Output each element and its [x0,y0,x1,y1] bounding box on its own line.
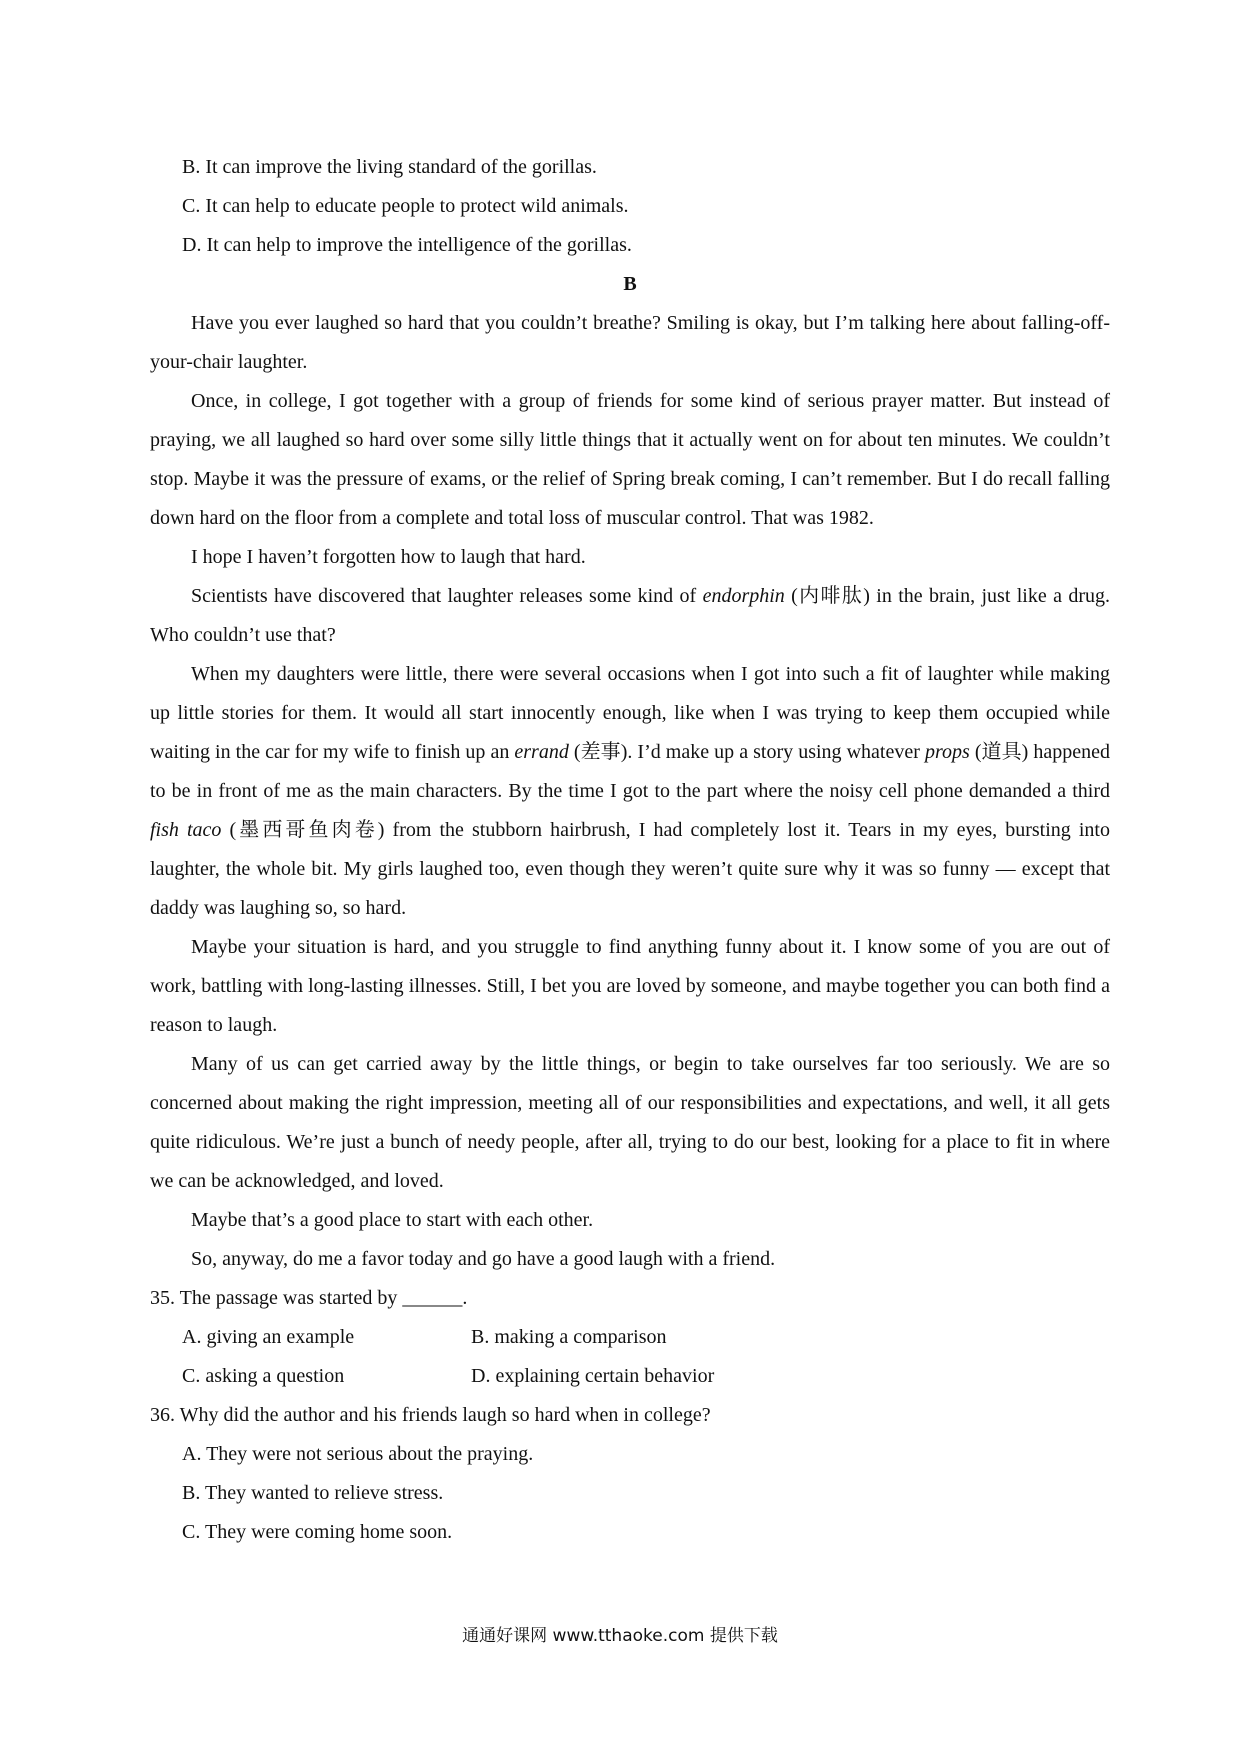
previous-question-option-c: C. It can help to educate people to protect wild animals. [182,195,629,217]
paragraph-text: happened to be in front of me as the main characters. By the time I got to the part where the noisy cell phone demanded a third [150,741,1110,802]
question-35-option-a: A. giving an example [182,1326,355,1348]
paragraph-text: from the stubborn hairbrush, I had completely lost it. Tears in my eyes, bursting into laughter, the whole bit. My girls laughed too, even though they weren’t quite sure why it was so funny — except that daddy was laughing so, so hard. [150,819,1110,919]
term-gloss: (墨西哥鱼肉卷) [221,819,385,841]
passage-paragraph-8: Maybe that’s a good place to start with each other. [191,1209,594,1231]
question-35-option-c: C. asking a question [182,1365,345,1387]
paragraph-text: When my daughters were little, there were several occasions when I got into such a fit of laughter while making up little stories for them. It would all start innocently enough, like when I was trying to keep them occupied while waiting in the car for my wife to finish up an [150,663,1110,763]
glossed-term: errand [514,741,569,763]
passage-paragraph-2: Once, in college, I got together with a group of friends for some kind of serious prayer matter. But instead of praying, we all laughed so hard over some silly little things that it actually went on for about ten minutes. We couldn’t stop. Maybe it was the pressure of exams, or the relief of Spring break coming, I can’t remember. But I do recall falling down hard on the floor from a complete and total loss of muscular control. That was 1982. [150,390,1110,529]
passage-paragraph-7: Many of us can get carried away by the little things, or begin to take ourselves far too seriously. We are so concerned about making the right impression, meeting all of our responsibilities and expectations, and well, it all gets quite ridiculous. We’re just a bunch of needy people, after all, trying to do our best, looking for a place to fit in where we can be acknowledged, and loved. [150,1053,1110,1192]
previous-question-option-b: B. It can improve the living standard of the gorillas. [182,156,597,178]
question-36-option-b: B. They wanted to relieve stress. [182,1482,444,1504]
question-35-options-row-2 [150,1357,1110,1396]
question-35-stem: 35. The passage was started by ______. [150,1287,468,1309]
glossed-term: endorphin [702,585,785,607]
question-35-option-b: B. making a comparison [471,1326,667,1348]
paragraph-text: Scientists have discovered that laughter releases some kind of [191,585,703,607]
question-35-option-d: D. explaining certain behavior [471,1365,715,1387]
question-36-option-c: C. They were coming home soon. [182,1521,453,1543]
term-gloss: (内啡肽) [784,585,870,607]
term-gloss: (道具) [969,741,1029,763]
passage-paragraph-3: I hope I haven’t forgotten how to laugh that hard. [191,546,586,568]
question-36-stem: 36. Why did the author and his friends laugh so hard when in college? [150,1404,711,1426]
glossed-term: props [924,741,970,763]
question-36-option-a: A. They were not serious about the praying. [182,1443,534,1465]
glossed-term: fish taco [150,819,222,841]
previous-question-option-d: D. It can help to improve the intelligence of the gorillas. [182,234,632,256]
passage-paragraph-4 [150,577,1110,655]
paragraph-text: in the brain, just like a drug. Who couldn’t use that? [150,585,1110,646]
term-gloss: (差事) [568,741,628,763]
page-footer: 通通好课网 www.tthaoke.com 提供下载 [462,1626,778,1646]
paragraph-text: . I’d make up a story using whatever [627,741,925,763]
passage-paragraph-9: So, anyway, do me a favor today and go have a good laugh with a friend. [191,1248,776,1270]
passage-paragraph-1: Have you ever laughed so hard that you couldn’t breathe? Smiling is okay, but I’m talking here about falling-off-your-chair laughter. [150,312,1110,373]
question-35-options-row-1 [150,1318,1110,1357]
page-content [150,148,1110,1552]
passage-paragraph-5 [150,655,1110,928]
section-heading: B [623,273,637,295]
passage-paragraph-6: Maybe your situation is hard, and you struggle to find anything funny about it. I know some of you are out of work, battling with long-lasting illnesses. Still, I bet you are loved by someone, and maybe together you can both find a reason to laugh. [150,936,1110,1036]
